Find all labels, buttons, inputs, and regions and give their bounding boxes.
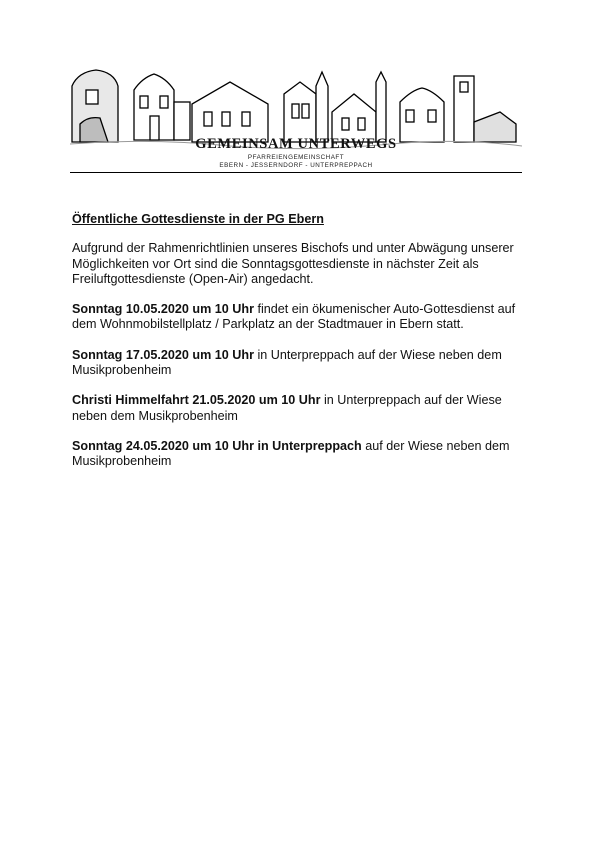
service-item — [72, 348, 532, 379]
service-text: findet ein ökumenischer Auto-Gottesdienst auf dem Wohnmobilstellplatz / Parkplatz an der Stadtmauer in Ebern statt. — [72, 302, 516, 332]
service-item — [72, 302, 532, 333]
service-text: in Unterpreppach auf der Wiese neben dem Musikprobenheim — [72, 393, 502, 423]
service-item — [72, 393, 532, 424]
intro-paragraph: Aufgrund der Rahmenrichtlinien unseres Bischofs und unter Abwägung unserer Möglichkeiten vor Ort sind die Sonntagsgottesdienste in nächster Zeit als Freiluftgottesdienste (Open-Air) angedacht. — [72, 241, 514, 286]
service-text: in Unterpreppach auf der Wiese neben dem Musikprobenheim — [72, 347, 502, 378]
brand-subtitle-2: EBERN - JESSERNDORF - UNTERPREPPACH — [219, 162, 373, 169]
page-title: Öffentliche Gottesdienste in der PG Ebern — [72, 212, 324, 226]
service-item — [72, 439, 532, 470]
service-date: Sonntag 17.05.2020 um 10 Uhr — [72, 347, 254, 362]
service-date: Christi Himmelfahrt 21.05.2020 um 10 Uhr — [72, 393, 321, 408]
service-date: Sonntag 24.05.2020 um 10 Uhr in Unterpreppach — [72, 438, 362, 453]
document-body — [72, 212, 532, 485]
header-banner — [70, 68, 522, 174]
header-rule — [70, 172, 522, 173]
service-text: auf der Wiese neben dem Musikprobenheim — [72, 438, 510, 469]
service-date: Sonntag 10.05.2020 um 10 Uhr — [72, 302, 254, 317]
brand-title: GEMEINSAM UNTERWEGS — [195, 136, 397, 152]
brand-subtitle-1: PFARREIENGEMEINSCHAFT — [247, 154, 345, 161]
